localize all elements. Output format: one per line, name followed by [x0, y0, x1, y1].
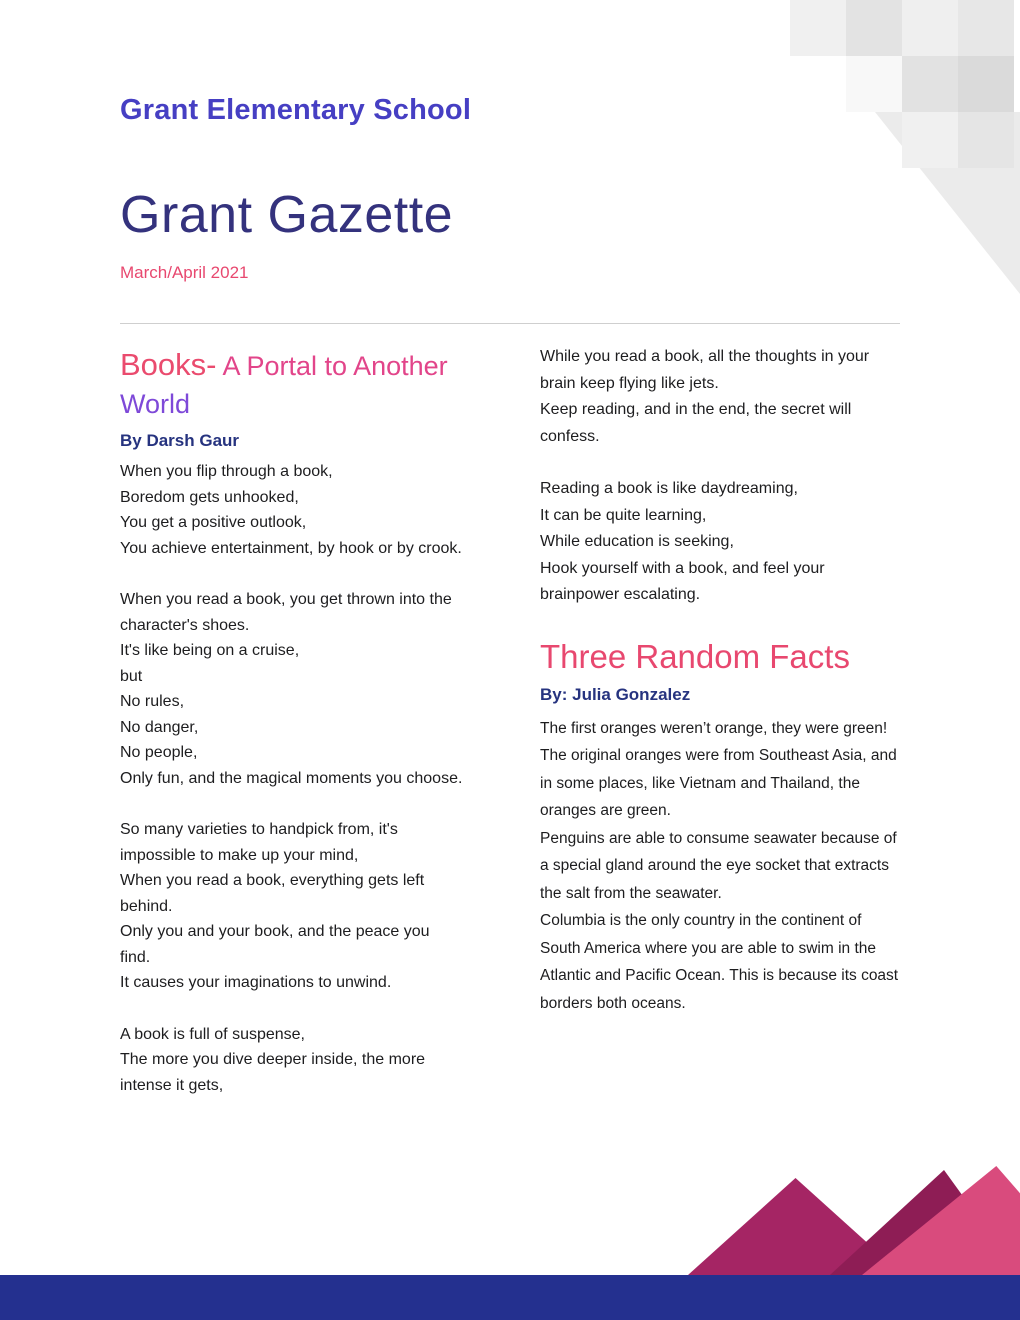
text-line: While education is seeking, — [540, 533, 734, 550]
left-column — [120, 344, 464, 1124]
poem-stanza-3 — [120, 817, 464, 996]
text-line: It causes your imaginations to unwind. — [120, 974, 392, 991]
text-line: Hook yourself with a book, and feel your brainpower escalating. — [540, 559, 825, 603]
right-column — [540, 344, 900, 1124]
text-line: No people, — [120, 744, 198, 761]
text-line: You achieve entertainment, by hook or by crook. — [120, 539, 462, 557]
fact-text: Penguins are able to consume seawater because of a special gland around the eye socket that extracts the salt from the seawater. — [540, 829, 897, 902]
gray-square — [958, 112, 1014, 168]
text-line: Reading a book is like daydreaming, — [540, 480, 798, 497]
facts-list — [540, 715, 900, 1018]
text-line: It can be quite learning, — [540, 506, 707, 524]
gray-square — [902, 112, 958, 168]
fact-text: The first oranges weren’t orange, they were green! The original oranges were from Southeast Asia, and in some places, like Vietnam and Thailand, the oranges are green. — [540, 719, 897, 819]
text-line: A book is full of suspense, — [120, 1025, 305, 1043]
text-line: The more you dive deeper inside, the more intense it gets, — [120, 1051, 426, 1094]
text-line: but — [120, 667, 143, 685]
two-column-layout — [120, 344, 900, 1124]
text-line: Boredom gets unhooked, — [120, 488, 299, 506]
poem-stanza-5 — [540, 344, 900, 450]
poem-stanza-1 — [120, 459, 464, 561]
books-title-subtitle: A Portal to Another — [216, 351, 448, 381]
gray-square — [958, 0, 1014, 56]
text-line: Keep reading, and in the end, the secret will confess. — [540, 401, 852, 445]
text-line: Only fun, and the magical moments you choose. — [120, 769, 463, 787]
text-line: When you flip through a book, — [120, 463, 333, 480]
text-line: It's like being on a cruise, — [120, 642, 300, 659]
page-content — [120, 0, 900, 1124]
divider-line — [120, 323, 900, 324]
issue-date: March/April 2021 — [120, 263, 249, 282]
books-title-accent: Books- — [120, 347, 217, 382]
books-article-title — [120, 346, 464, 423]
text-line: While you read a book, all the thoughts in your brain keep flying like jets. — [540, 348, 870, 392]
books-title-world: World — [120, 389, 191, 419]
facts-article-title: Three Random Facts — [540, 637, 850, 675]
poem-stanza-2 — [120, 587, 464, 791]
corner-decoration-bottom-right — [0, 1160, 1020, 1275]
text-line: You get a positive outlook, — [120, 514, 307, 531]
text-line: No danger, — [120, 718, 199, 736]
text-line: When you read a book, you get thrown into the character's shoes. — [120, 591, 452, 634]
newsletter-title: Grant Gazette — [120, 186, 454, 244]
gray-square — [958, 56, 1014, 112]
fact-text: Columbia is the only country in the continent of South America where you are able to swim in the Atlantic and Pacific Ocean. This is because its coast borders both oceans. — [540, 912, 899, 1012]
gray-square — [902, 0, 958, 56]
poem-stanza-4 — [120, 1022, 464, 1099]
text-line: So many varieties to handpick from, it's impossible to make up your mind, — [120, 821, 398, 864]
text-line: Only you and your book, and the peace you find. — [120, 923, 430, 966]
byline-julia-gonzalez: By: Julia Gonzalez — [540, 684, 691, 704]
byline-darsh-gaur: By Darsh Gaur — [120, 431, 240, 450]
text-line: When you read a book, everything gets left behind. — [120, 872, 425, 915]
gray-square — [902, 56, 958, 112]
text-line: No rules, — [120, 693, 185, 710]
footer-bar — [0, 1275, 1020, 1320]
poem-stanza-6 — [540, 476, 900, 609]
school-name: Grant Elementary School — [120, 94, 472, 126]
